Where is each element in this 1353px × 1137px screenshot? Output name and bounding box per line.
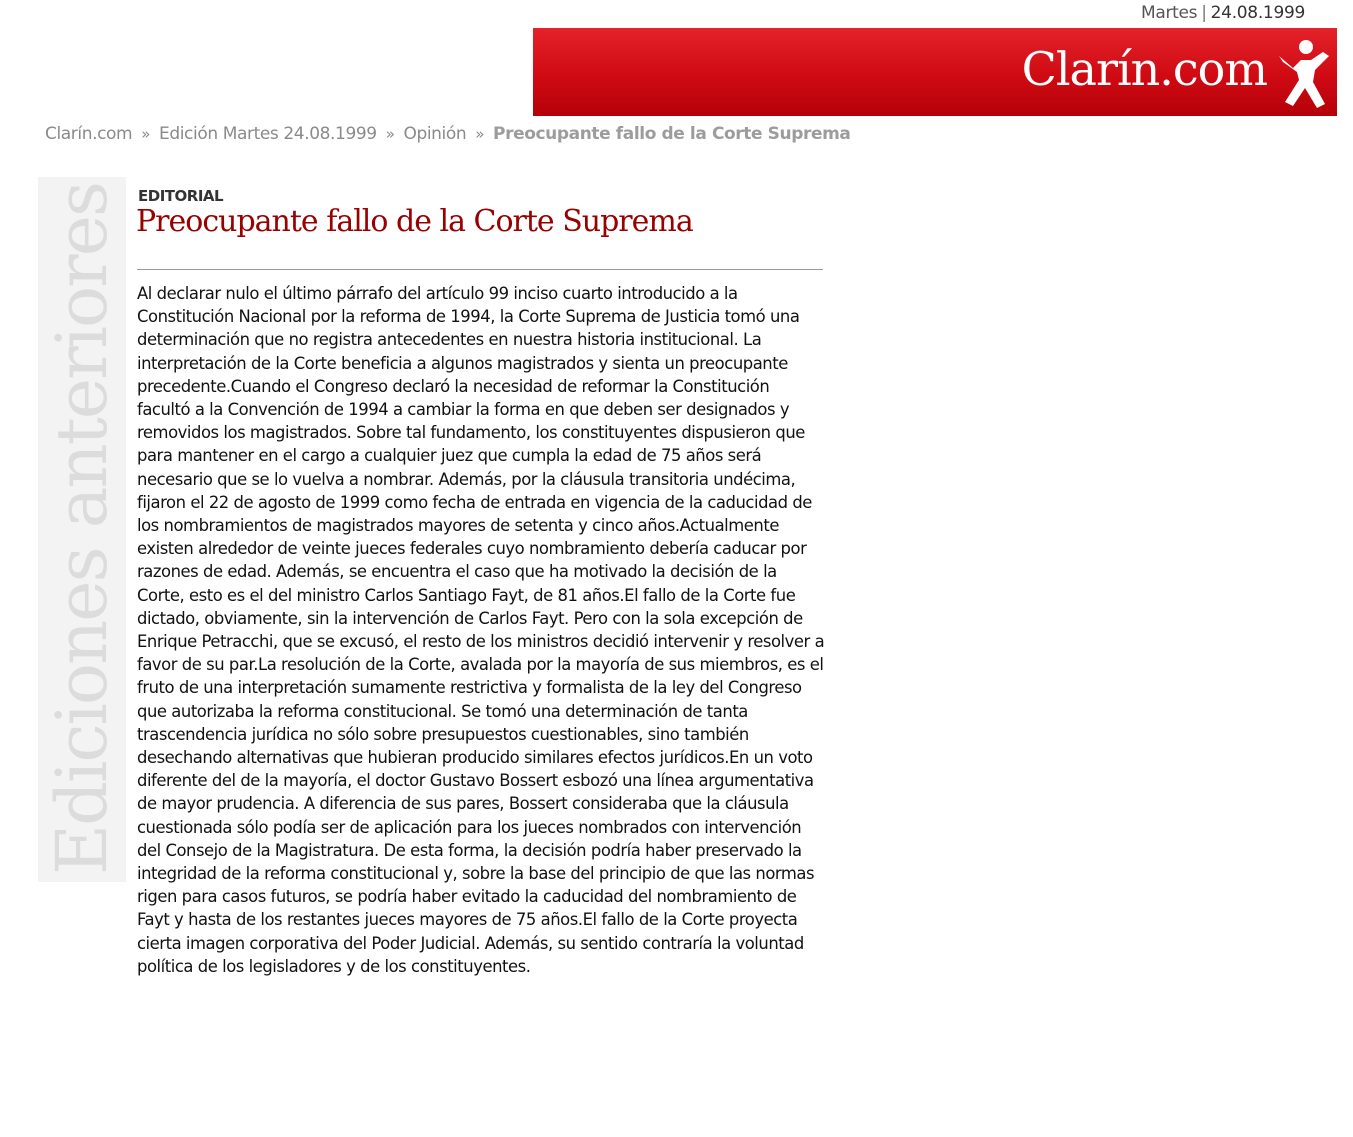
article-title: Preocupante fallo de la Corte Suprema xyxy=(136,204,693,239)
breadcrumb-separator: » xyxy=(475,125,485,143)
breadcrumb-separator: » xyxy=(141,125,150,143)
date-separator: | xyxy=(1201,3,1207,23)
breadcrumb-home-link[interactable]: Clarín.com xyxy=(45,124,133,144)
article-body: Al declarar nulo el último párrafo del artículo 99 inciso cuarto introducido a la Constitución Nacional por la reforma de 1994, la Corte Suprema de Justicia tomó una determinación que no registra antecedentes en nuestra historia institucional. La interpretación de la Corte beneficia a algunos magistrados y sienta un preocupante precedente.Cuando el Congreso declaró la necesidad de reformar la Constitución facultó a la Convención de 1994 a cambiar la forma en que deben ser designados y removidos los magistrados. Sobre tal fundamento, los constituyentes dispusieron que para mantener en el cargo a cualquier juez que cumpla la edad de 75 años será necesario que se lo vuelva a nombrar. Además, por la cláusula transitoria undécima, fijaron el 22 de agosto de 1999 como fecha de entrada en vigencia de la caducidad de los nombramientos de magistrados mayores de setenta y cinco años.Actualmente existen alrededor de veinte jueces federales cuyo nombramiento debería caducar por razones de edad. Además, se encuentra el caso que ha motivado la decisión de la Corte, esto es el del ministro Carlos Santiago Fayt, de 81 años.El fallo de la Corte fue dictado, obviamente, sin la intervención de Carlos Fayt. Pero con la sola excepción de Enrique Petracchi, que se excusó, el resto de los ministros decidió intervenir y resolver a favor de su par.La resolución de la Corte, avalada por la mayoría de sus miembros, es el fruto de una interpretación sumamente restrictiva y formalista de la ley del Congreso que autorizaba la reforma constitucional. Se tomó una determinación de tanta trascendencia jurídica no sólo sobre presupuestos cuestionables, sino también desechando alternativas que hubieran producido similares efectos jurídicos.En un voto diferente del de la mayoría, el doctor Gustavo Bossert esbozó una línea argumentativa de mayor prudencia. A diferencia de sus pares, Bossert consideraba que la cláusula cuestionada sólo podía ser de aplicación para los jueces nombrados con intervención del Consejo de la Magistratura. De esta forma, la decisión podría haber preservado la integridad de la reforma constitucional y, sobre la base del principio de que las normas rigen para casos futuros, se podría haber evitado la caducidad del nombramiento de Fayt y hasta de los restantes jueces mayores de 75 años.El fallo de la Corte proyecta cierta imagen corporativa del Poder Judicial. Además, su sentido contraría la voluntad política de los legisladores y de los constituyentes. xyxy=(137,284,825,976)
edition-date-value: 24.08.1999 xyxy=(1210,3,1305,23)
breadcrumb-current: Preocupante fallo de la Corte Suprema xyxy=(493,124,851,144)
previous-editions-link[interactable] xyxy=(38,177,126,882)
title-divider xyxy=(137,269,823,270)
header-banner xyxy=(533,28,1337,116)
breadcrumb-section-link[interactable]: Opinión xyxy=(403,124,467,144)
previous-editions-label: Ediciones anteriores xyxy=(41,183,123,875)
breadcrumb xyxy=(45,124,850,144)
edition-date xyxy=(1141,3,1305,23)
breadcrumb-separator: » xyxy=(385,125,395,143)
site-logo[interactable]: Clarín.com xyxy=(1021,42,1267,96)
section-kicker: EDITORIAL xyxy=(138,187,224,205)
edition-day: Martes xyxy=(1140,3,1198,23)
breadcrumb-edition-link[interactable]: Edición Martes 24.08.1999 xyxy=(159,124,377,144)
brand-figure-icon xyxy=(1275,38,1333,110)
